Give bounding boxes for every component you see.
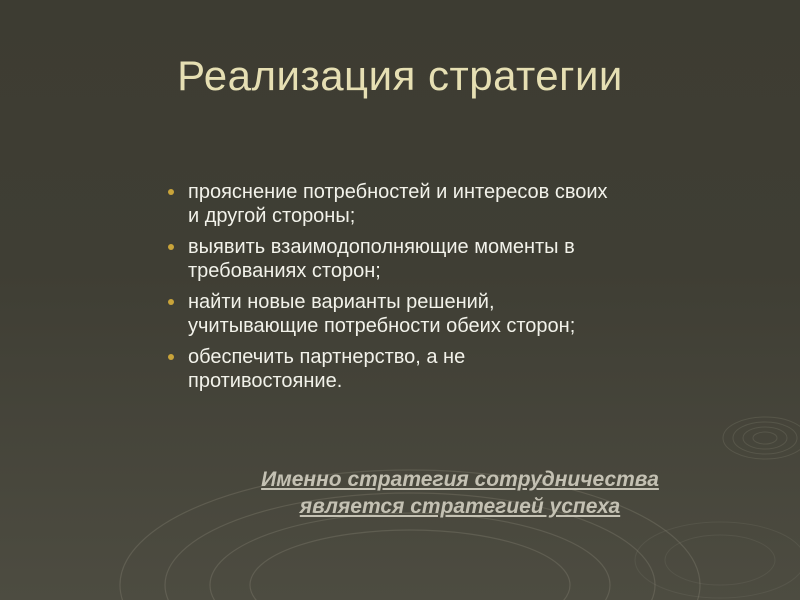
bullet-text-line: прояснение потребностей и интересов своих <box>188 181 608 203</box>
bullet-dot-icon <box>168 189 174 195</box>
bullet-list <box>166 180 766 400</box>
bullet-text-line: и другой стороны; <box>188 205 356 227</box>
bullet-text-line: выявить взаимодополняющие моменты в <box>188 236 575 258</box>
bullet-dot-icon <box>168 354 174 360</box>
bullet-text-line: требованиях сторон; <box>188 260 381 282</box>
conclusion-line: является стратегией успеха <box>299 495 621 518</box>
conclusion-line: Именно стратегия сотрудничества <box>261 468 659 491</box>
bullet-item <box>166 345 766 393</box>
bullet-item <box>166 180 766 228</box>
slide-title: Реализация стратегии <box>177 52 623 99</box>
bullet-text-line: обеспечить партнерство, а не <box>188 346 466 368</box>
bullet-item <box>166 235 766 283</box>
bullet-dot-icon <box>168 244 174 250</box>
bullet-dot-icon <box>168 299 174 305</box>
conclusion-statement <box>140 466 780 520</box>
bullet-text-line: учитывающие потребности обеих сторон; <box>188 315 576 337</box>
bullet-text-line: найти новые варианты решений, <box>188 291 495 313</box>
bullet-item <box>166 290 766 338</box>
bullet-text-line: противостояние. <box>188 370 343 392</box>
